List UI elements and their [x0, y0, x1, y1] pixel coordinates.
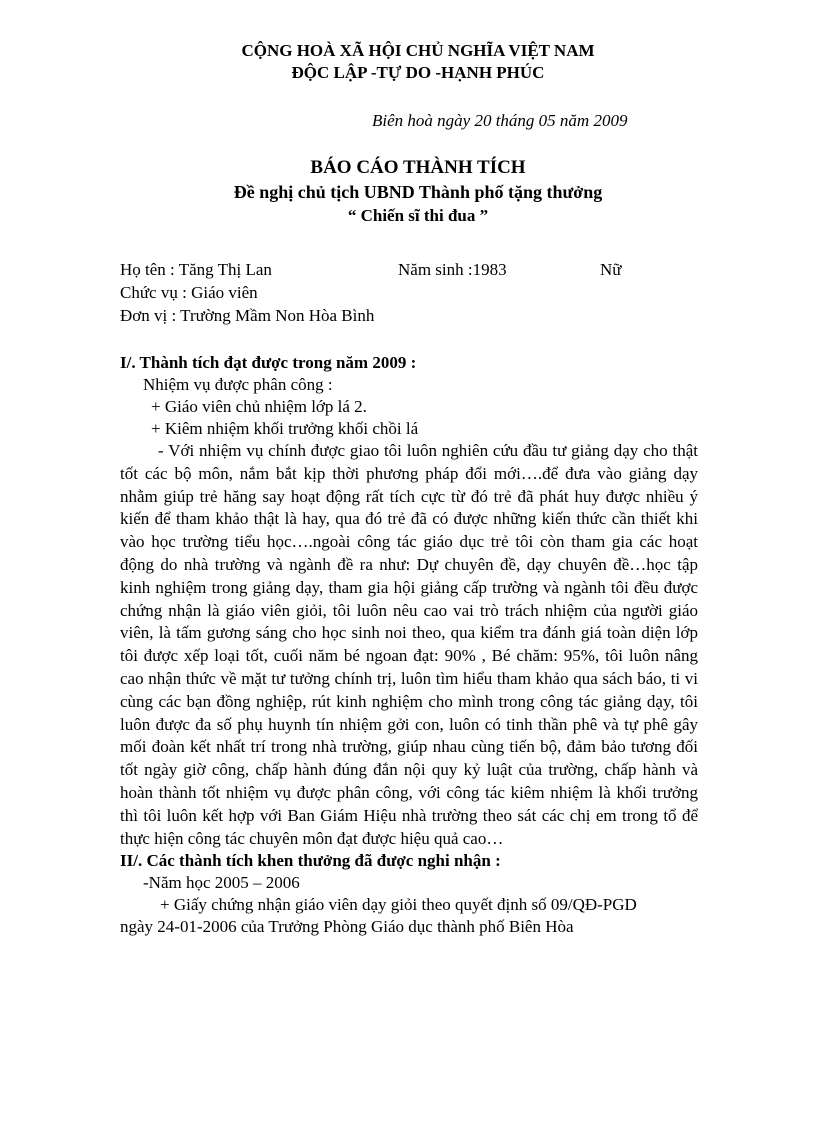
nation-motto: ĐỘC LẬP -TỰ DO -HẠNH PHÚC — [291, 63, 545, 82]
award-title: “ Chiến sĩ thi đua ” — [347, 206, 489, 225]
award-line-continued: ngày 24-01-2006 của Trưởng Phòng Giáo dục thành phố Biên Hòa — [120, 917, 574, 937]
report-title-block — [0, 156, 816, 228]
report-subtitle: Đề nghị chủ tịch UBND Thành phố tặng thưởng — [233, 182, 603, 202]
report-title: BÁO CÁO THÀNH TÍCH — [310, 157, 526, 178]
info-row-name — [120, 259, 720, 282]
section1-heading: I/. Thành tích đạt được trong năm 2009 : — [120, 353, 417, 372]
info-row-unit — [120, 305, 720, 328]
nation-name: CỘNG HOÀ XÃ HỘI CHỦ NGHĨA VIỆT NAM — [241, 41, 595, 60]
award-line: + Giấy chứng nhận giáo viên dạy giỏi theo quyết định số 09/QĐ-PGD — [160, 895, 637, 915]
assignment-label: Nhiệm vụ được phân công : — [143, 375, 333, 394]
task-item: + Kiêm nhiệm khối trưởng khối chồi lá — [151, 419, 419, 438]
birth-year: Năm sinh :1983 — [398, 260, 507, 279]
job-position: Chức vụ : Giáo viên — [120, 283, 258, 302]
place-date-line: Biên hoà ngày 20 tháng 05 năm 2009 — [372, 111, 628, 130]
school-year-label: -Năm học 2005 – 2006 — [143, 873, 300, 893]
national-motto — [0, 40, 816, 84]
section2-heading: II/. Các thành tích khen thưởng đã được nghi nhận : — [120, 851, 501, 871]
achievement-paragraph: - Với nhiệm vụ chính được giao tôi luôn nghiên cứu đầu tư giảng dạy cho thật tốt các bộ môn, nắm bắt kịp thời phương pháp đổi mới….để đưa vào giảng dạy nhằm giúp trẻ hăng say hoạt động rất tích cực từ đó trẻ đã phát huy được nhiều ý kiến để tham khảo thật là hay, qua đó trẻ đã có được những kiến thức cần thiết khi vào học trường tiểu học….ngoài công tác giáo dục trẻ tôi còn tham gia các hoạt động do nhà trường và ngành đề ra như: Dự chuyên đề, dạy chuyên đề…học tập kinh nghiệm trong giảng dạy, tham gia hội giảng cấp trường và ngành tôi đều được chứng nhận là giáo viên giỏi, tôi luôn nêu cao vai trò trách nhiệm của người giáo viên, là tấm gương sáng cho học sinh noi theo, qua kiểm tra đánh giá toàn diện lớp tôi được xếp loại tốt, cuối năm bé ngoan đạt: 90% , Bé chăm: 95%, tôi luôn nâng cao nhận thức về mặt tư tưởng chính trị, luôn tìm hiểu tham khảo qua sách báo, ti vi cùng các bạn đồng nghiệp, rút kinh nghiệm cho mình trong công tác giảng dạy, tôi luôn được đa số phụ huynh tín nhiệm gởi con, luôn có tinh thần phê và tự phê gây mối đoàn kết nhất trí trong nhà trường, giúp nhau cùng tiến bộ, đảm bảo tương đối tốt ngày giờ công, chấp hành đúng đắn nội quy kỷ luật của trường, chấp hành và hoàn thành tốt nhiệm vụ được phân công, với công tác kiêm nhiệm là khối trưởng thì tôi luôn kết hợp với Ban Giám Hiệu nhà trường theo sát các chị em trong tổ để thực hiện công tác chuyên môn đạt được hiệu quả cao… — [120, 441, 698, 848]
personal-info — [120, 259, 720, 328]
work-unit: Đơn vị : Trường Mầm Non Hòa Bình — [120, 306, 375, 325]
report-body — [120, 352, 698, 938]
gender: Nữ — [600, 260, 622, 279]
full-name: Họ tên : Tăng Thị Lan — [120, 260, 272, 279]
info-row-position — [120, 282, 720, 305]
task-item: + Giáo viên chủ nhiệm lớp lá 2. — [151, 397, 367, 416]
